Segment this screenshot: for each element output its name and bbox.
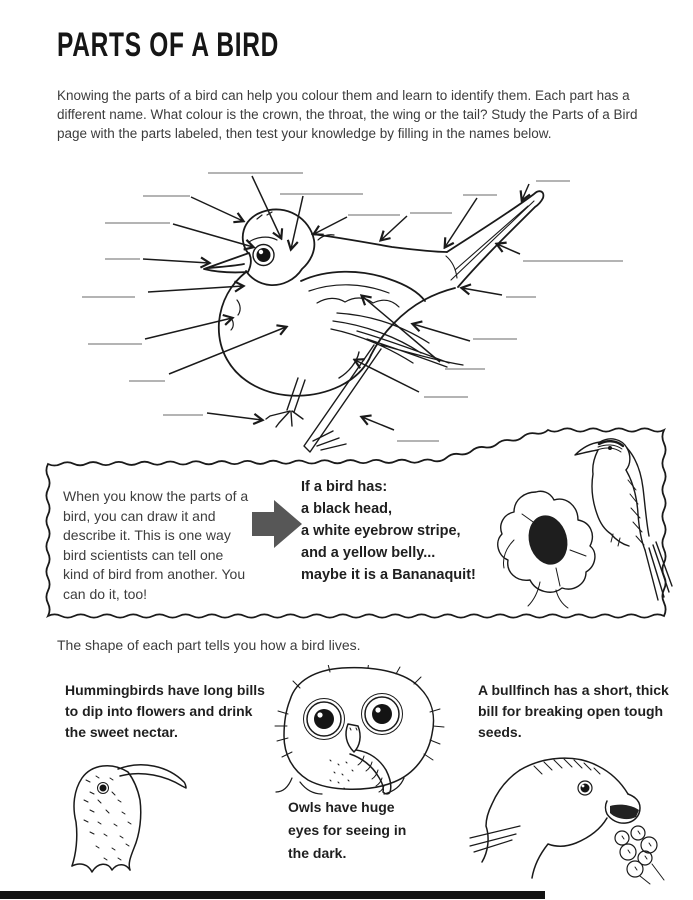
hummingbird-caption: Hummingbirds have long bills to dip into flowers and drink the sweet nectar. bbox=[65, 682, 265, 740]
bird-id-line: If a bird has: bbox=[301, 479, 388, 495]
hummingbird-illustration bbox=[58, 745, 248, 885]
pointer-arrow bbox=[143, 259, 209, 263]
bullfinch-wing-feathers bbox=[470, 826, 520, 852]
bullfinch-illustration bbox=[465, 742, 693, 887]
owl-beak-nostrils bbox=[350, 728, 357, 730]
owl-beak bbox=[346, 724, 360, 752]
pointer-arrow bbox=[207, 413, 262, 420]
bird-wing-coverts bbox=[309, 285, 399, 307]
hummingbird-bill bbox=[118, 765, 186, 788]
blank-answer-lines bbox=[82, 173, 623, 441]
bird-id-line: and a yellow belly... bbox=[301, 545, 436, 561]
info-box-text: When you know the parts of a bird, you can draw it and describe it. This is one way bird scientists can tell one kind of bird from another. You can do it, too! bbox=[63, 488, 249, 602]
owl-worm bbox=[350, 750, 391, 794]
owl-caption: Owls have huge eyes for seeing in the dark. bbox=[288, 799, 407, 861]
shape-note: The shape of each part tells you how a bird lives. bbox=[57, 637, 361, 653]
pointer-arrow bbox=[462, 288, 502, 295]
page-title: PARTS OF A BIRD bbox=[57, 26, 280, 64]
pointer-arrow bbox=[381, 216, 407, 240]
bird-id-line: a black head, bbox=[301, 501, 393, 517]
pointer-arrow bbox=[291, 196, 303, 249]
owl-right-eye-glint bbox=[375, 707, 380, 712]
bullfinch-throat bbox=[532, 818, 607, 878]
bird-head bbox=[243, 209, 315, 285]
pointer-arrows bbox=[143, 176, 529, 430]
bird-eye bbox=[257, 248, 271, 262]
bullfinch-berries bbox=[615, 826, 664, 884]
pointer-arrow bbox=[445, 198, 477, 247]
owl-left-eye bbox=[314, 709, 334, 729]
bird-illustration bbox=[204, 191, 543, 452]
bottom-bar bbox=[0, 891, 545, 899]
owl-left-eye-glint bbox=[317, 712, 322, 717]
hummingbird-eye bbox=[100, 785, 107, 792]
bird-eye-glint bbox=[259, 250, 263, 254]
bullfinch-bill-gape bbox=[610, 805, 639, 819]
bullfinch-caption: A bullfinch has a short, thick bill for breaking open tough seeds. bbox=[478, 682, 669, 740]
intro-paragraph: Knowing the parts of a bird can help you colour them and learn to identify them. Each part has a different name. What colour is the crown, the throat, the wing or the tail? Study the Parts of a Bird page with the parts labeled, then test your knowledge by filling in the names below. bbox=[57, 88, 638, 141]
owl-illustration bbox=[260, 665, 460, 797]
owl-face-feathers bbox=[275, 665, 444, 760]
pointer-arrow bbox=[314, 217, 347, 234]
bird-id-line: maybe it is a Bananaquit! bbox=[301, 567, 476, 583]
owl-chin-stipple bbox=[330, 760, 353, 789]
bird-id-list bbox=[301, 476, 496, 586]
owl-shoulders bbox=[276, 778, 404, 794]
pointer-arrow bbox=[497, 244, 520, 254]
bird-breast-belly bbox=[219, 272, 371, 396]
bird-bill bbox=[204, 253, 251, 272]
pointer-arrow bbox=[252, 176, 281, 238]
pointer-arrow bbox=[169, 327, 286, 374]
bullfinch-eye-glint bbox=[582, 785, 585, 788]
hummingbird-head bbox=[72, 766, 141, 870]
hummingbird-breast-tufts bbox=[72, 864, 130, 872]
bullfinch-eye bbox=[581, 784, 590, 793]
pointer-arrow bbox=[191, 197, 243, 221]
hummingbird-speckles bbox=[84, 776, 131, 860]
pointer-arrow bbox=[173, 224, 253, 247]
bananaquit-eye bbox=[608, 446, 612, 450]
bird-back bbox=[312, 234, 447, 252]
bullfinch-head bbox=[520, 758, 628, 794]
bird-id-line: a white eyebrow stripe, bbox=[301, 523, 461, 539]
owl-right-eye bbox=[372, 704, 392, 724]
bird-tail-feather-lines bbox=[446, 201, 534, 280]
